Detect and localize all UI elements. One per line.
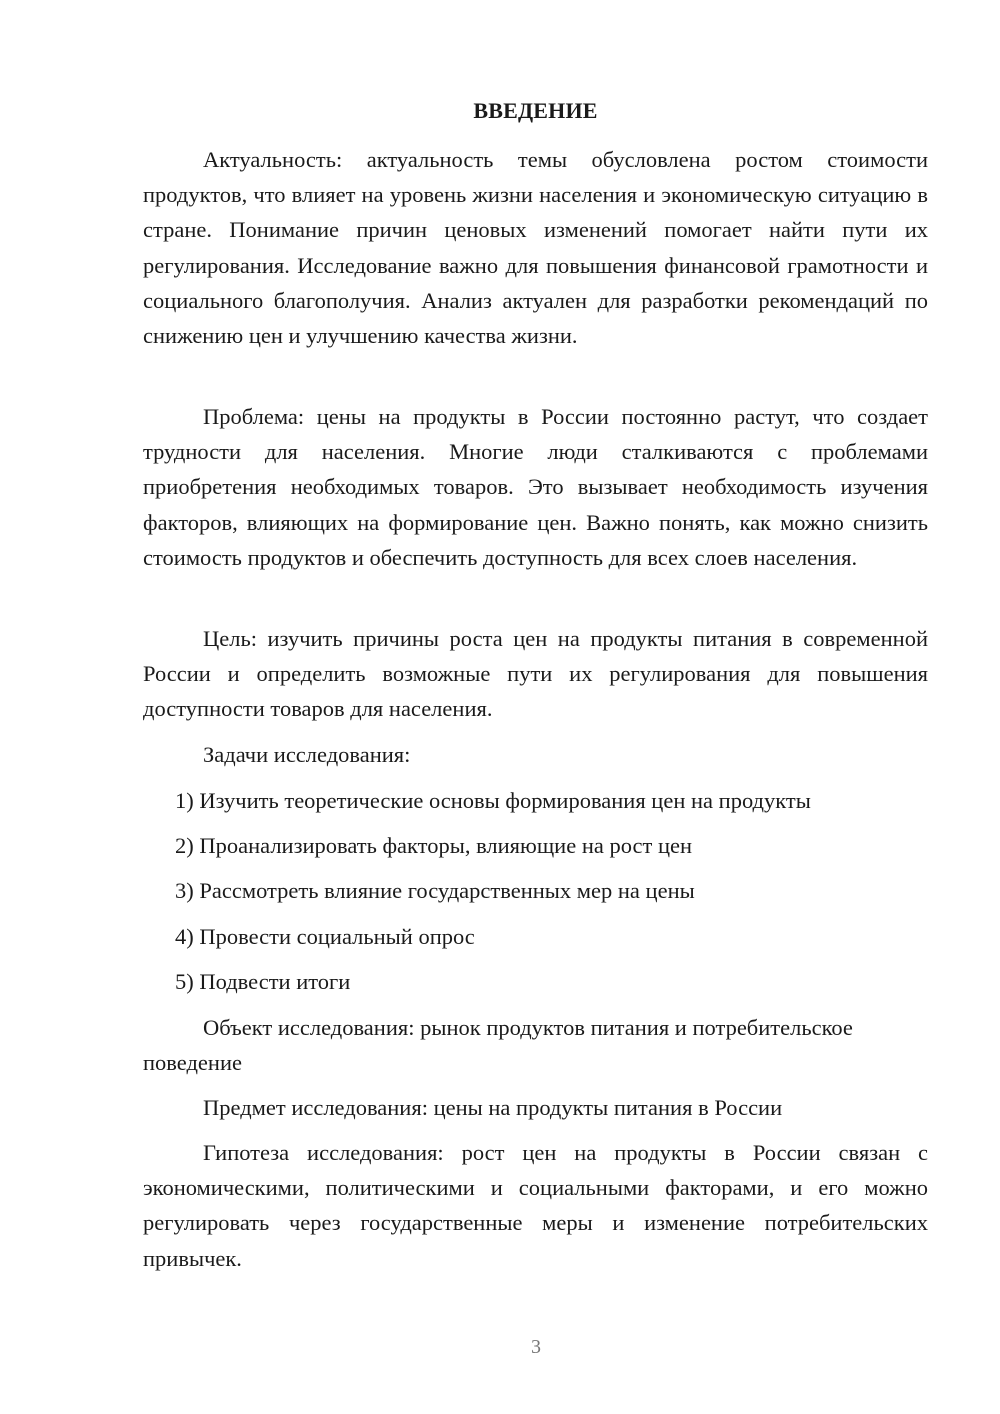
object-paragraph: Объект исследования: рынок продуктов питания и потребительское поведение <box>143 1015 853 1076</box>
task-item-4: 4) Провести социальный опрос <box>175 924 475 949</box>
relevance-paragraph: Актуальность: актуальность темы обусловлена ростом стоимости продуктов, что влияет на уровень жизни населения и экономическую ситуацию в стране. Понимание причин ценовых изменений помогает найти пути их регулирования. Исследование важно для повышения финансовой грамотности и социального благополучия. Анализ актуален для разработки рекомендаций по снижению цен и улучшению качества жизни. <box>143 147 928 349</box>
task-item-3: 3) Рассмотреть влияние государственных мер на цены <box>175 878 695 903</box>
subject-paragraph: Предмет исследования: цены на продукты питания в России <box>203 1095 783 1120</box>
goal-paragraph: Цель: изучить причины роста цен на продукты питания в современной России и определить возможные пути их регулирования для повышения доступности товаров для населения. <box>143 626 928 722</box>
task-item-2: 2) Проанализировать факторы, влияющие на рост цен <box>175 833 693 858</box>
hypothesis-paragraph: Гипотеза исследования: рост цен на продукты в России связан с экономическими, политическими и социальными факторами, и его можно регулировать через государственные меры и изменение потребительских привычек. <box>143 1140 928 1271</box>
page-number: 3 <box>531 1336 541 1358</box>
task-item-5: 5) Подвести итоги <box>175 969 351 994</box>
page-title: ВВЕДЕНИЕ <box>473 98 598 123</box>
problem-paragraph: Проблема: цены на продукты в России постоянно растут, что создает трудности для населения. Многие люди сталкиваются с проблемами приобретения необходимых товаров. Это вызывает необходимость изучения факторов, влияющих на формирование цен. Важно понять, как можно снизить стоимость продуктов и обеспечить доступность для всех слоев населения. <box>143 404 928 570</box>
tasks-heading: Задачи исследования: <box>203 742 411 767</box>
task-item-1: 1) Изучить теоретические основы формирования цен на продукты <box>175 788 811 813</box>
